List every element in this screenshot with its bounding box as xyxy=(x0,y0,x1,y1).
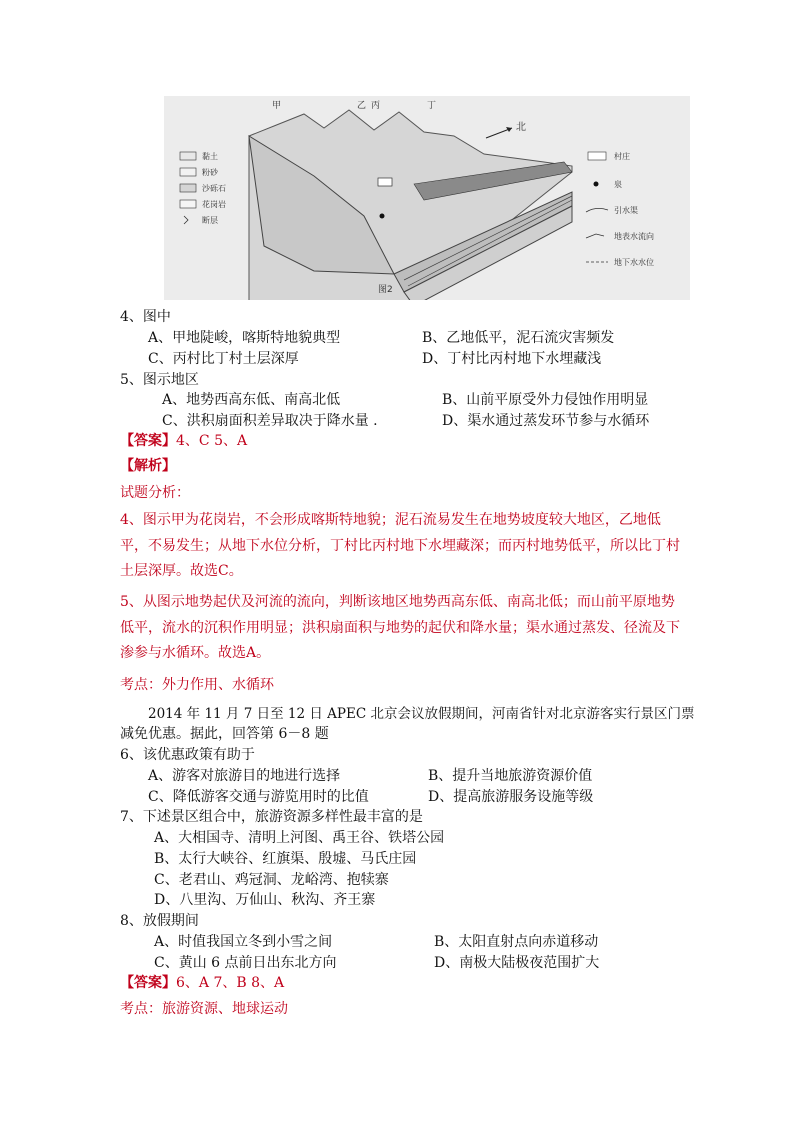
q4-option-d: D、丁村比丙村地下水埋藏浅 xyxy=(422,351,602,367)
intro-line-2: 减免优惠。据此，回答第 6－8 题 xyxy=(120,726,329,742)
svg-text:黏土: 黏土 xyxy=(202,152,218,161)
answer-tag-2: 【答案】 xyxy=(120,975,176,991)
north-label: 北 xyxy=(516,122,526,133)
q7-option-c: C、老君山、鸡冠洞、龙峪湾、抱犊寨 xyxy=(154,872,389,888)
q7-option-d: D、八里沟、万仙山、秋沟、齐王寨 xyxy=(154,892,376,908)
q5-stem: 5、图示地区 xyxy=(120,372,199,388)
q7-option-a: A、大相国寺、清明上河图、禹王谷、铁塔公园 xyxy=(154,830,445,846)
q4-option-b: B、乙地低平，泥石流灾害频发 xyxy=(422,330,615,346)
intro-line-1: 2014 年 11 月 7 日至 12 日 APEC 北京会议放假期间，河南省针对北京游客实行景区门票 xyxy=(148,706,695,722)
q5-option-a: A、地势西高东低、南高北低 xyxy=(162,392,341,408)
svg-text:地表水流向: 地表水流向 xyxy=(614,232,654,241)
answer-text: 4、C 5、A xyxy=(176,433,248,449)
answer-tag: 【答案】 xyxy=(120,433,176,449)
analysis-paragraph-4: 4、图示甲为花岗岩，不会形成喀斯特地貌；泥石流易发生在地势坡度较大地区，乙地低平，不易发生；从地下水位分析，丁村比丙村地下水埋藏深；而丙村地势低平，所以比丁村土层深厚。故选C。 xyxy=(120,512,680,579)
svg-text:村庄: 村庄 xyxy=(614,152,630,161)
q7-stem: 7、下述景区组合中，旅游资源多样性最丰富的是 xyxy=(120,809,423,825)
q8-stem: 8、放假期间 xyxy=(120,913,199,929)
svg-text:地下水水位: 地下水水位 xyxy=(614,258,654,267)
q8-option-d: D、南极大陆极夜范围扩大 xyxy=(434,955,600,971)
label-bing: 丙 xyxy=(371,101,381,111)
q8-option-c: C、黄山 6 点前日出东北方向 xyxy=(154,955,337,971)
q4-option-a: A、甲地陡峻，喀斯特地貌典型 xyxy=(148,330,341,346)
svg-text:粉砂: 粉砂 xyxy=(202,168,218,177)
q6-option-b: B、提升当地旅游资源价值 xyxy=(428,768,593,784)
q5-option-b: B、山前平原受外力侵蚀作用明显 xyxy=(442,392,649,408)
label-yi: 乙 xyxy=(357,101,367,111)
figure-caption: 图2 xyxy=(378,285,393,295)
q8-option-b: B、太阳直射点向赤道移动 xyxy=(434,934,599,950)
q4-stem: 4、图中 xyxy=(120,309,171,325)
analysis-label: 试题分析： xyxy=(120,485,190,501)
spring-marker xyxy=(380,214,385,219)
label-jia: 甲 xyxy=(272,101,282,111)
q7-option-b: B、太行大峡谷、红旗渠、殷墟、马氏庄园 xyxy=(154,851,417,867)
svg-text:断层: 断层 xyxy=(202,216,218,225)
q4-option-c: C、丙村比丁村土层深厚 xyxy=(148,351,299,367)
village-marker xyxy=(378,178,392,186)
q5-option-c: C、洪积扇面积差异取决于降水量 . xyxy=(162,413,378,429)
label-ding: 丁 xyxy=(427,101,437,111)
analysis-tag: 【解析】 xyxy=(120,458,176,474)
q5-option-d: D、渠水通过蒸发环节参与水循环 xyxy=(442,413,650,429)
answer-line-1 xyxy=(120,432,247,450)
q6-option-c: C、降低游客交通与游览用时的比值 xyxy=(148,789,369,805)
kaodian-1: 考点：外力作用、水循环 xyxy=(120,677,274,693)
svg-text:沙砾石: 沙砾石 xyxy=(202,184,226,193)
svg-text:泉: 泉 xyxy=(614,180,622,189)
q6-option-a: A、游客对旅游目的地进行选择 xyxy=(148,768,341,784)
kaodian-2: 考点：旅游资源、地球运动 xyxy=(120,1001,288,1017)
geology-block-diagram xyxy=(164,96,690,300)
svg-text:花岗岩: 花岗岩 xyxy=(202,200,226,209)
answer-text-2: 6、A 7、B 8、A xyxy=(176,975,285,991)
svg-text:引水渠: 引水渠 xyxy=(614,206,638,215)
q8-option-a: A、时值我国立冬到小雪之间 xyxy=(154,934,333,950)
analysis-paragraph-5: 5、从图示地势起伏及河流的流向，判断该地区地势西高东低、南高北低；而山前平原地势低平，流水的沉积作用明显；洪积扇面积与地势的起伏和降水量；渠水通过蒸发、径流及下渗参与水循环。故选A。 xyxy=(120,594,680,661)
answer-line-2 xyxy=(120,974,284,992)
q6-option-d: D、提高旅游服务设施等级 xyxy=(428,789,594,805)
q6-stem: 6、该优惠政策有助于 xyxy=(120,747,255,763)
